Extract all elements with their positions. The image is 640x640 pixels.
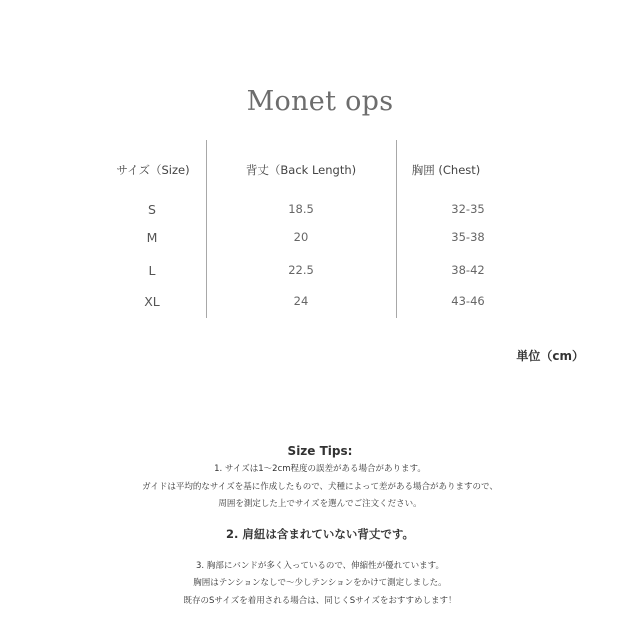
tip-line: 周囲を測定した上でサイズを選んでご注文ください。 xyxy=(218,499,422,509)
tip-line: ガイドは平均的なサイズを基に作成したもので、犬種によって差がある場合がありますので、 xyxy=(142,482,498,492)
row-back-length-cell: 20 xyxy=(293,230,309,244)
header-chest: 胸囲 (Chest) xyxy=(411,163,481,177)
column-divider xyxy=(206,140,207,318)
tip-line: 3. 胸部にバンドが多く入っているので、伸縮性が優れています。 xyxy=(196,561,444,571)
tip-line: 胸囲はテンションなしで～少しテンションをかけて測定しました。 xyxy=(193,578,447,588)
size-tips-heading: Size Tips: xyxy=(287,444,353,458)
unit-label: 単位（cm） xyxy=(516,349,584,363)
row-chest-cell: 35-38 xyxy=(451,230,485,244)
page-title: Monet ops xyxy=(246,86,394,117)
tip-line: 1. サイズは1～2cm程度の誤差がある場合があります。 xyxy=(214,464,426,474)
row-chest-cell: 38-42 xyxy=(451,263,485,277)
row-size-cell: M xyxy=(146,230,158,245)
row-back-length-cell: 24 xyxy=(293,294,309,308)
row-back-length-cell: 18.5 xyxy=(288,202,314,216)
header-size: サイズ（Size) xyxy=(116,163,190,177)
row-size-cell: S xyxy=(148,202,156,217)
tip-line: 既存のSサイズを着用される場合は、同じくSサイズをおすすめします！ xyxy=(183,596,457,606)
header-back-length: 背丈（Back Length) xyxy=(245,163,357,177)
tip-line-emphasis: 2. 肩紐は含まれていない背丈です。 xyxy=(226,527,414,541)
row-chest-cell: 32-35 xyxy=(451,202,485,216)
column-divider xyxy=(396,140,397,318)
row-chest-cell: 43-46 xyxy=(451,294,485,308)
row-size-cell: XL xyxy=(144,294,160,309)
row-size-cell: L xyxy=(148,263,156,278)
row-back-length-cell: 22.5 xyxy=(288,263,314,277)
